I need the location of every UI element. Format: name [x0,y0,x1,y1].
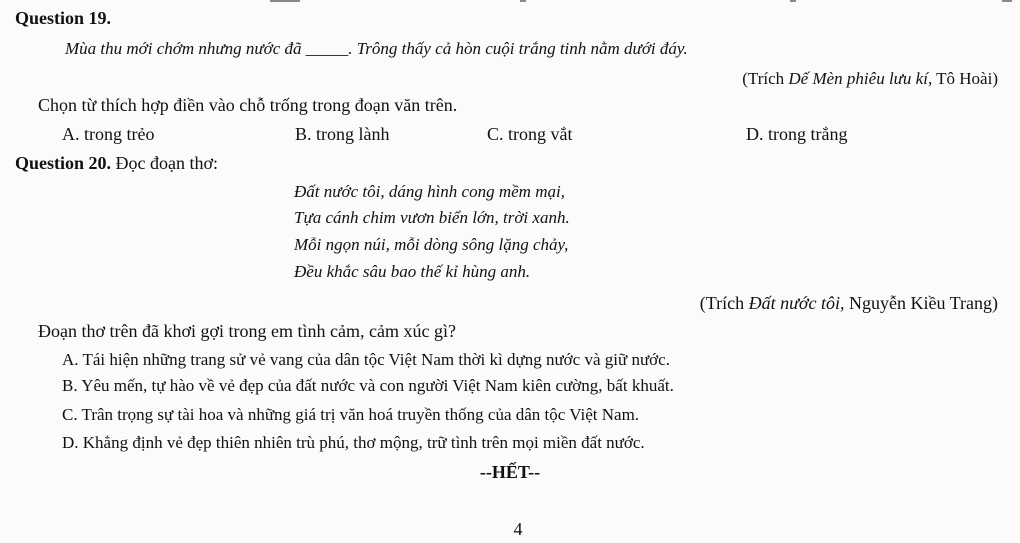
q20-option-d[interactable]: D. Khẳng định vẻ đẹp thiên nhiên trù phú, thơ mộng, trữ tình trên mọi miền đất nước. [62,433,645,452]
q19-option-a[interactable]: A. trong trẻo [62,124,155,144]
question-20-source [700,292,998,314]
question-20-prompt: Đoạn thơ trên đã khơi gợi trong em tình cảm, cảm xúc gì? [38,321,456,341]
poem-line: Tựa cánh chim vươn biển lớn, trời xanh. [294,208,570,227]
poem-line: Mỗi ngọn núi, mỗi dòng sông lặng chảy, [294,235,569,254]
fill-blank: _____ [305,39,349,58]
question-19-prompt: Chọn từ thích hợp điền vào chỗ trống trong đoạn văn trên. [38,95,458,115]
source-title: Dế Mèn phiêu lưu kí [788,69,928,88]
q20-option-a[interactable]: A. Tái hiện những trang sử vẻ vang của dân tộc Việt Nam thời kì dựng nước và giữ nước. [62,350,670,369]
poem-line: Đều khắc sâu bao thế kỉ hùng anh. [294,262,531,281]
q19-option-d[interactable]: D. trong trắng [746,124,848,144]
question-20-intro: Đọc đoạn thơ: [111,153,219,173]
q20-option-b[interactable]: B. Yêu mến, tự hào về vẻ đẹp của đất nước và con người Việt Nam kiên cường, bất khuất. [62,376,674,395]
question-19-passage [65,38,688,60]
end-mark: --HẾT-- [479,462,541,482]
question-20-header [15,152,218,174]
passage-before-blank: Mùa thu mới chớm nhưng nước đã [65,39,306,58]
question-19-heading: Question 19. [15,8,112,28]
source-title: Đất nước tôi [748,293,840,313]
source-close: , Tô Hoài) [927,69,998,88]
passage-after-blank: . Trông thấy cả hòn cuội trắng tinh nằm dưới đáy. [348,39,688,58]
page-number: 4 [513,519,523,539]
q20-option-c[interactable]: C. Trân trọng sự tài hoa và những giá trị văn hoá truyền thống của dân tộc Việt Nam. [62,405,640,424]
question-20-heading: Question 20. [15,153,112,173]
q19-option-c[interactable]: C. trong vắt [487,124,573,144]
q19-option-b[interactable]: B. trong lành [295,124,390,144]
source-open: (Trích [699,293,749,313]
source-close: , Nguyễn Kiều Trang) [840,293,998,313]
poem-line: Đất nước tôi, dáng hình cong mềm mại, [294,182,565,201]
cropped-top-line [0,0,1020,4]
question-19-source [742,68,998,90]
source-open: (Trích [742,69,789,88]
